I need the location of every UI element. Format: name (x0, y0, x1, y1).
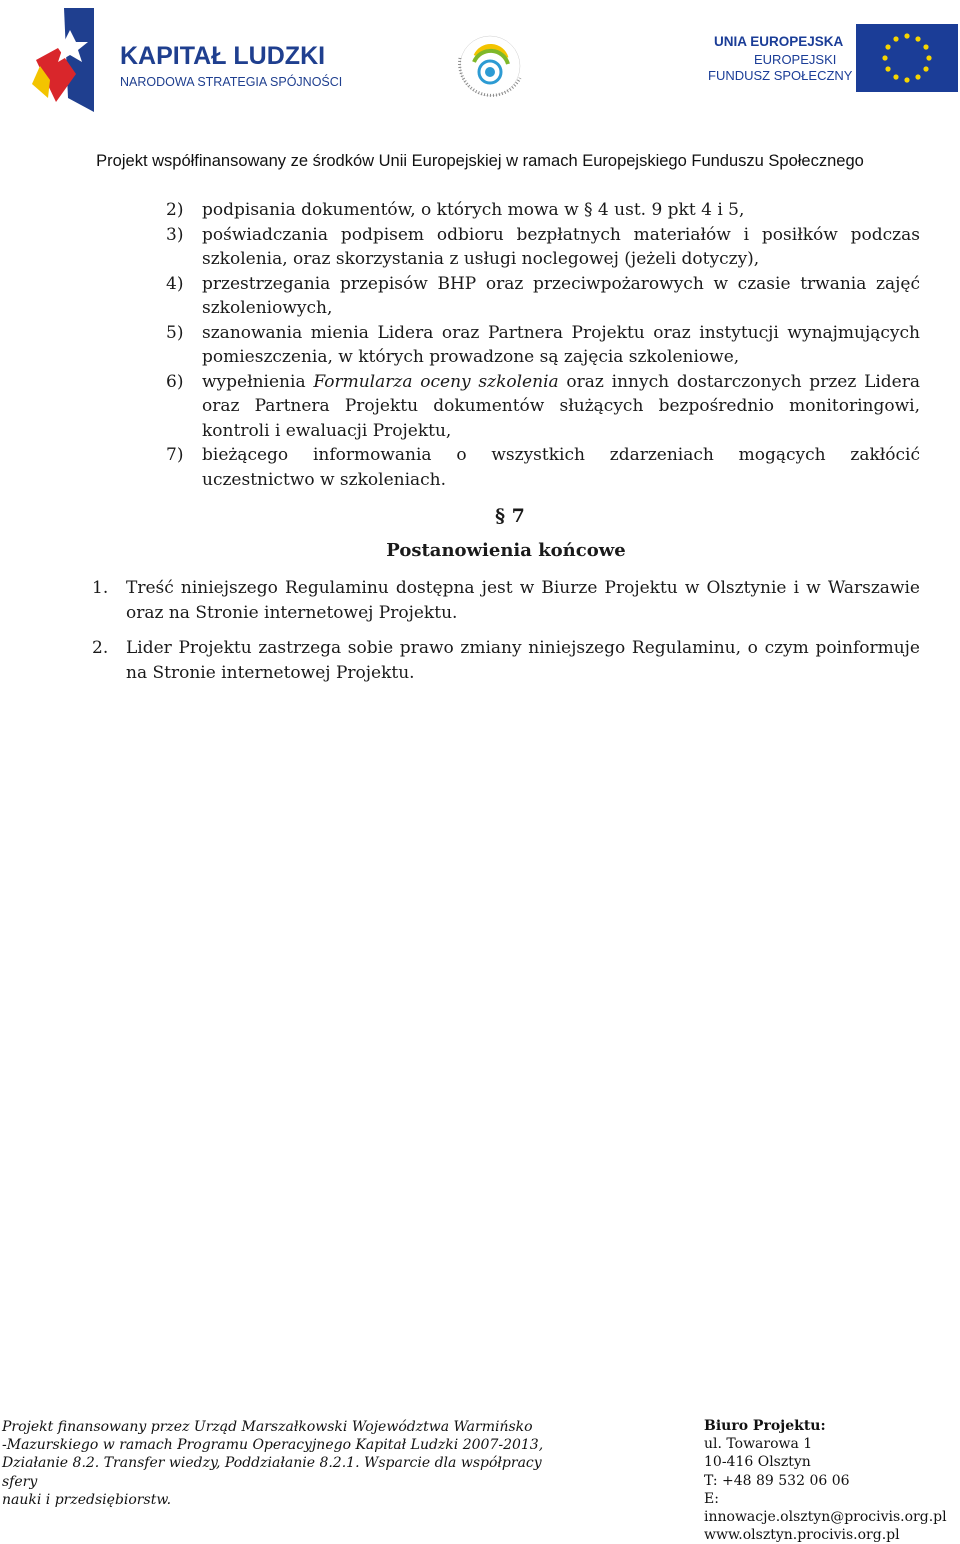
office-address: ul. Towarowa 1 (704, 1436, 813, 1453)
office-phone: T: +48 89 532 06 06 (704, 1472, 850, 1489)
eu-line3: FUNDUSZ SPOŁECZNY (708, 68, 853, 83)
list-item-text-after: oraz innych dostarczonych przez Lidera oraz Partnera Projektu dokumentów służących bezpośrednio monitoringowi, kontroli i ewaluacji Projektu, (202, 371, 921, 441)
footer-left-line: Projekt finansowany przez Urząd Marszałkowski Województwa Warmińsko (2, 1419, 533, 1435)
eu-efs-logo (706, 22, 960, 94)
list-item (166, 272, 920, 321)
footer-left-line: nauki i przedsiębiorstw. (2, 1491, 172, 1508)
inteligentne-specjalizacje-icon (450, 28, 530, 108)
inteligentne-specjalizacje-logo (450, 28, 530, 108)
office-city: 10-416 Olsztyn (704, 1454, 811, 1471)
office-title: Biuro Projektu: (704, 1418, 826, 1434)
kapital-ludzki-emblem-icon (28, 8, 358, 116)
footer-left-line: Działanie 8.2. Transfer wiedzy, Poddziałanie 8.2.1. Wsparcie dla współpracy sfery (2, 1455, 542, 1490)
list-item-text: bieżącego informowania o wszystkich zdarzeniach mogących zakłócić uczestnictwo w szkoleniach. (202, 445, 920, 490)
list-item-number: 7) (166, 445, 184, 465)
list-item (166, 223, 920, 272)
form-name-italic: Formularza oceny szkolenia (313, 371, 559, 392)
eu-flag-icon (706, 22, 960, 94)
office-website[interactable]: www.olsztyn.procivis.org.pl (704, 1527, 900, 1544)
footer-left-line: -Mazurskiego w ramach Programu Operacyjnego Kapitał Ludzki 2007-2013, (2, 1437, 544, 1454)
paragraph-text: Lider Projektu zastrzega sobie prawo zmiany niniejszego Regulaminu, o czym poinformuje na Stronie internetowej Projektu. (126, 638, 920, 683)
paragraph-number: 1. (92, 578, 109, 598)
list-item-text-before: wypełnienia (202, 371, 314, 392)
footer-funding-info (2, 1418, 562, 1509)
list-item-text: przestrzegania przepisów BHP oraz przeciwpożarowych w czasie trwania zajęć szkoleniowych, (202, 273, 920, 318)
list-item (166, 443, 920, 492)
funding-line: Projekt współfinansowany ze środków Unii Europejskiej w ramach Europejskiego Funduszu Społecznego (96, 152, 864, 170)
kl-subtitle: NARODOWA STRATEGIA SPÓJNOŚCI (120, 75, 343, 89)
paragraph-text: Treść niniejszego Regulaminu dostępna jest w Biurze Projektu w Olsztynie i w Warszawie oraz na Stronie internetowej Projektu. (126, 578, 920, 623)
list-item-number: 6) (166, 371, 184, 392)
paragraph (92, 636, 920, 685)
kapital-ludzki-logo (28, 8, 358, 116)
list-item-text: szanowania mienia Lidera oraz Partnera Projektu oraz instytucji wynajmujących pomieszczenia, w których prowadzone są zajęcia szkoleniowe, (202, 322, 920, 367)
paragraph (92, 576, 920, 625)
list-item-text: poświadczania podpisem odbioru bezpłatnych materiałów i posiłków podczas szkolenia, oraz skorzystania z usługi noclegowej (jeżeli dotyczy), (202, 224, 920, 269)
list-item-text: podpisania dokumentów, o których mowa w § 4 ust. 9 pkt 4 i 5, (202, 200, 745, 220)
office-email[interactable]: E: innowacje.olsztyn@procivis.org.pl (704, 1490, 947, 1526)
paragraph-number: 2. (92, 638, 109, 658)
list-item-number: 5) (166, 322, 184, 343)
eu-line1: UNIA EUROPEJSKA (714, 34, 844, 49)
list-item-number: 2) (166, 200, 184, 220)
kl-title: KAPITAŁ LUDZKI (120, 42, 326, 70)
eu-line2: EUROPEJSKI (754, 52, 837, 67)
list-item-number: 4) (166, 273, 184, 294)
list-item (166, 198, 920, 223)
list-item (166, 370, 920, 444)
list-item-number: 3) (166, 224, 184, 245)
list-item (166, 321, 920, 370)
section-title: Postanowienia końcowe (386, 540, 626, 561)
section-number: § 7 (495, 505, 525, 527)
list-item-text (202, 370, 920, 444)
